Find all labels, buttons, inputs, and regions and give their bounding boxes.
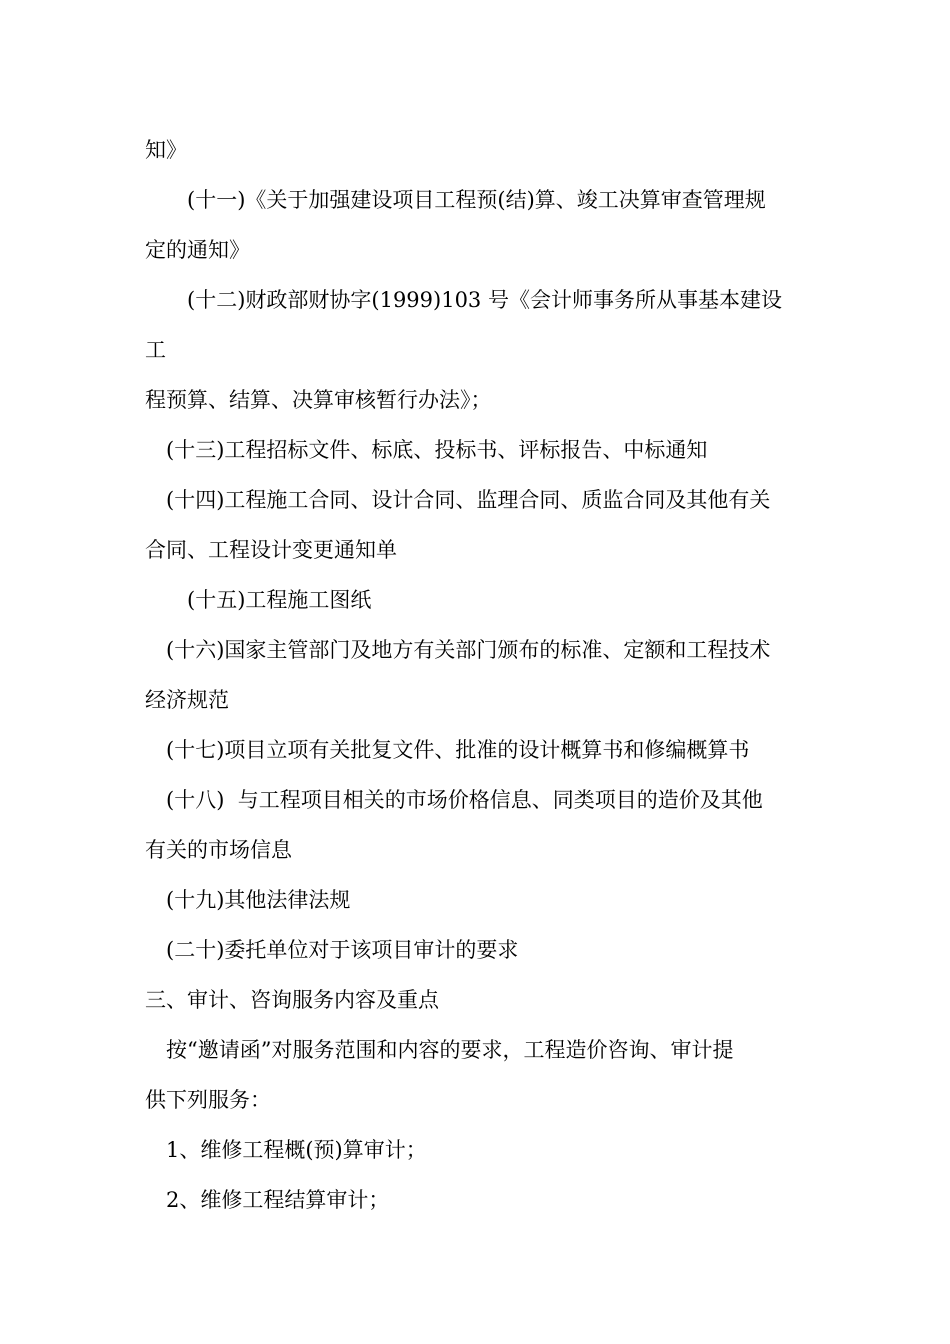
text-line-7: (十三)工程招标文件、标底、投标书、评标报告、中标通知 <box>166 438 708 462</box>
text-line-6: 程预算、结算、决算审核暂行办法》； <box>145 388 492 412</box>
section-heading: 三、审计、咨询服务内容及重点 <box>145 988 439 1012</box>
text-line-21: 1、维修工程概(预)算审计； <box>166 1138 427 1162</box>
text-line-10: (十五)工程施工图纸 <box>187 588 372 612</box>
text-line-14: (十八) 与工程项目相关的市场价格信息、同类项目的造价及其他 <box>166 788 763 812</box>
text-line-17: (二十)委托单位对于该项目审计的要求 <box>166 938 519 962</box>
text-line-1: 知》 <box>145 138 187 162</box>
text-line-22: 2、维修工程结算审计； <box>166 1188 390 1212</box>
text-line-4: (十二)财政部财协字(1999)103 号《会计师事务所从事基本建设 <box>187 288 782 312</box>
text-line-20: 供下列服务： <box>145 1088 271 1112</box>
text-line-8: (十四)工程施工合同、设计合同、监理合同、质监合同及其他有关 <box>166 488 771 512</box>
text-line-11: (十六)国家主管部门及地方有关部门颁布的标准、定额和工程技术 <box>166 638 771 662</box>
text-line-3: 定的通知》 <box>145 238 250 262</box>
text-line-19: 按“邀请函”对服务范围和内容的要求，工程造价咨询、审计提 <box>166 1038 734 1062</box>
text-line-5: 工 <box>145 338 166 362</box>
text-line-9: 合同、工程设计变更通知单 <box>145 538 397 562</box>
text-line-12: 经济规范 <box>145 688 229 712</box>
text-line-15: 有关的市场信息 <box>145 838 292 862</box>
text-line-2: (十一)《关于加强建设项目工程预(结)算、竣工决算审查管理规 <box>187 188 766 212</box>
text-line-16: (十九)其他法律法规 <box>166 888 351 912</box>
text-line-13: (十七)项目立项有关批复文件、批准的设计概算书和修编概算书 <box>166 738 750 762</box>
